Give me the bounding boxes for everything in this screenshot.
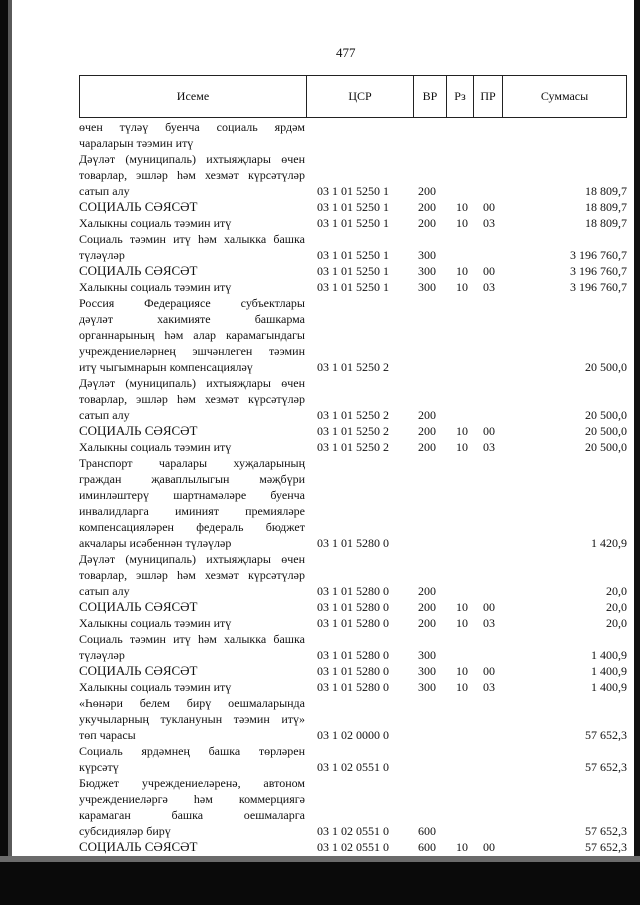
row-name-line: СОЦИАЛЬ СӘЯСӘТ bbox=[79, 423, 198, 438]
header-sum: Суммасы bbox=[502, 76, 626, 117]
row-rz: 10 bbox=[456, 200, 468, 214]
row-name-line: Халыкны социаль тәэмин итү bbox=[79, 216, 232, 230]
row-sum: 1 400,9 bbox=[591, 664, 627, 678]
row-csr: 03 1 01 5280 0 bbox=[317, 600, 389, 614]
row-csr: 03 1 01 5250 2 bbox=[317, 440, 389, 454]
header-rz: Рз bbox=[446, 76, 473, 117]
scan-border-bottom bbox=[0, 862, 640, 905]
row-name-line: СОЦИАЛЬ СӘЯСӘТ bbox=[79, 263, 198, 278]
row-sum: 18 809,7 bbox=[585, 200, 627, 214]
row-vr: 200 bbox=[418, 408, 436, 422]
row-pr: 00 bbox=[483, 264, 495, 278]
row-name-line: Халыкны социаль тәэмин итү bbox=[79, 280, 232, 294]
table-row bbox=[79, 119, 627, 151]
row-pr: 00 bbox=[483, 600, 495, 614]
row-vr: 200 bbox=[418, 584, 436, 598]
table-row bbox=[79, 215, 627, 231]
row-sum: 18 809,7 bbox=[585, 184, 627, 198]
row-name-line: түләүләр bbox=[79, 248, 125, 262]
row-csr: 03 1 02 0000 0 bbox=[317, 728, 389, 742]
row-rz: 10 bbox=[456, 264, 468, 278]
page-number: 477 bbox=[336, 45, 356, 60]
row-pr: 00 bbox=[483, 200, 495, 214]
row-sum: 57 652,3 bbox=[585, 728, 627, 742]
row-name-line: төп чарасы bbox=[79, 728, 136, 742]
row-rz: 10 bbox=[456, 440, 468, 454]
table-row bbox=[79, 439, 627, 455]
row-vr: 300 bbox=[418, 664, 436, 678]
row-csr: 03 1 01 5250 2 bbox=[317, 424, 389, 438]
row-pr: 00 bbox=[483, 424, 495, 438]
row-csr: 03 1 01 5280 0 bbox=[317, 664, 389, 678]
row-rz: 10 bbox=[456, 840, 468, 854]
row-vr: 300 bbox=[418, 648, 436, 662]
row-csr: 03 1 01 5250 1 bbox=[317, 248, 389, 262]
row-rz: 10 bbox=[456, 280, 468, 294]
table-row bbox=[79, 295, 627, 375]
row-name-line: сатып алу bbox=[79, 408, 130, 422]
row-vr: 200 bbox=[418, 216, 436, 230]
row-sum: 1 420,9 bbox=[591, 536, 627, 550]
row-name-line: Халыкны социаль тәэмин итү bbox=[79, 616, 232, 630]
row-name-line: Социаль ярдәмнең башка төрләрен bbox=[79, 744, 305, 758]
row-rz: 10 bbox=[456, 616, 468, 630]
table-row bbox=[79, 839, 627, 855]
row-sum: 18 809,7 bbox=[585, 216, 627, 230]
row-csr: 03 1 01 5250 1 bbox=[317, 280, 389, 294]
row-vr: 200 bbox=[418, 440, 436, 454]
row-pr: 03 bbox=[483, 680, 495, 694]
table-row bbox=[79, 199, 627, 215]
row-csr: 03 1 02 0551 0 bbox=[317, 824, 389, 838]
row-pr: 00 bbox=[483, 664, 495, 678]
row-name-line: Халыкны социаль тәэмин итү bbox=[79, 440, 232, 454]
row-csr: 03 1 01 5250 1 bbox=[317, 264, 389, 278]
table-row bbox=[79, 551, 627, 599]
row-name-line: субсидияләр бирү bbox=[79, 824, 171, 838]
table-row bbox=[79, 455, 627, 551]
row-pr: 00 bbox=[483, 840, 495, 854]
row-csr: 03 1 01 5250 1 bbox=[317, 200, 389, 214]
row-sum: 57 652,3 bbox=[585, 824, 627, 838]
row-csr: 03 1 01 5280 0 bbox=[317, 680, 389, 694]
row-vr: 600 bbox=[418, 840, 436, 854]
header-csr: ЦСР bbox=[306, 76, 413, 117]
row-name-line: граждан җаваплылыгын мәҗбүри bbox=[79, 472, 305, 486]
table-row bbox=[79, 263, 627, 279]
row-name-line: түләүләр bbox=[79, 648, 125, 662]
row-csr: 03 1 01 5250 2 bbox=[317, 360, 389, 374]
row-name-line: Халыкны социаль тәэмин итү bbox=[79, 680, 232, 694]
table-header bbox=[79, 75, 627, 118]
row-name-line: дәүләт хакимияте башкарма bbox=[79, 312, 305, 326]
row-sum: 3 196 760,7 bbox=[570, 248, 627, 262]
header-vr: ВР bbox=[413, 76, 446, 117]
row-name-line: инвалидларга иминият премияләре bbox=[79, 504, 305, 518]
row-vr: 200 bbox=[418, 600, 436, 614]
table-row bbox=[79, 695, 627, 743]
table-row bbox=[79, 679, 627, 695]
row-vr: 300 bbox=[418, 248, 436, 262]
row-csr: 03 1 01 5280 0 bbox=[317, 584, 389, 598]
row-pr: 03 bbox=[483, 216, 495, 230]
row-sum: 20 500,0 bbox=[585, 424, 627, 438]
row-vr: 300 bbox=[418, 680, 436, 694]
scan-border-left-shade bbox=[8, 0, 12, 905]
row-name-line: чараларын тәэмин итү bbox=[79, 136, 194, 150]
row-name-line: СОЦИАЛЬ СӘЯСӘТ bbox=[79, 599, 198, 614]
row-sum: 57 652,3 bbox=[585, 840, 627, 854]
row-name-line: компенсацияләрен федераль бюджет bbox=[79, 520, 305, 534]
row-pr: 03 bbox=[483, 280, 495, 294]
row-vr: 200 bbox=[418, 616, 436, 630]
row-name-line: Дәүләт (муниципаль) ихтыяҗлары өчен bbox=[79, 376, 305, 390]
row-name-line: акчалары исәбеннән түләүләр bbox=[79, 536, 232, 550]
row-name-line: Социаль тәэмин итү һәм халыкка башка bbox=[79, 632, 305, 646]
row-sum: 57 652,3 bbox=[585, 760, 627, 774]
row-vr: 200 bbox=[418, 424, 436, 438]
row-name-line: учреждениеләрнең эшчәнлеген тәэмин bbox=[79, 344, 305, 358]
row-sum: 1 400,9 bbox=[591, 680, 627, 694]
row-pr: 03 bbox=[483, 440, 495, 454]
table-row bbox=[79, 375, 627, 423]
row-name-line: сатып алу bbox=[79, 584, 130, 598]
row-csr: 03 1 01 5250 1 bbox=[317, 216, 389, 230]
row-name-line: «Һөнәри белем бирү оешмаларында bbox=[79, 696, 305, 710]
row-name-line: Дәүләт (муниципаль) ихтыяҗлары өчен bbox=[79, 152, 305, 166]
row-vr: 200 bbox=[418, 200, 436, 214]
row-rz: 10 bbox=[456, 664, 468, 678]
row-name-line: Транспорт чаралары хуҗаларының bbox=[79, 456, 305, 470]
row-csr: 03 1 01 5280 0 bbox=[317, 648, 389, 662]
row-name-line: товарлар, эшләр һәм хезмәт күрсәтүләр bbox=[79, 392, 305, 406]
row-sum: 20,0 bbox=[606, 584, 627, 598]
row-name-line: күрсәтү bbox=[79, 760, 119, 774]
header-pr: ПР bbox=[473, 76, 502, 117]
row-name-line: укучыларның тукланунын тәэмин итү» bbox=[79, 712, 305, 726]
table-row bbox=[79, 151, 627, 199]
row-name-line: учреждениеләргә һәм коммерциягә bbox=[79, 792, 305, 806]
row-name-line: СОЦИАЛЬ СӘЯСӘТ bbox=[79, 663, 198, 678]
row-name-line: органнарының һәм алар карамагындагы bbox=[79, 328, 305, 342]
row-sum: 20 500,0 bbox=[585, 440, 627, 454]
row-csr: 03 1 01 5280 0 bbox=[317, 536, 389, 550]
row-csr: 03 1 01 5250 1 bbox=[317, 184, 389, 198]
row-sum: 20,0 bbox=[606, 616, 627, 630]
row-name-line: карамаган башка оешмаларга bbox=[79, 808, 305, 822]
scan-border-right bbox=[634, 0, 640, 905]
row-sum: 1 400,9 bbox=[591, 648, 627, 662]
row-pr: 03 bbox=[483, 616, 495, 630]
row-rz: 10 bbox=[456, 424, 468, 438]
row-csr: 03 1 02 0551 0 bbox=[317, 760, 389, 774]
scan-border-left bbox=[0, 0, 8, 905]
row-name-line: товарлар, эшләр һәм хезмәт күрсәтүләр bbox=[79, 568, 305, 582]
row-vr: 200 bbox=[418, 184, 436, 198]
row-sum: 3 196 760,7 bbox=[570, 264, 627, 278]
row-name-line: иминләштерү шартнамәләре буенча bbox=[79, 488, 305, 502]
row-sum: 20,0 bbox=[606, 600, 627, 614]
table-body bbox=[79, 119, 627, 855]
row-name-line: СОЦИАЛЬ СӘЯСӘТ bbox=[79, 199, 198, 214]
row-sum: 20 500,0 bbox=[585, 360, 627, 374]
table-row bbox=[79, 743, 627, 775]
row-name-line: Социаль тәэмин итү һәм халыкка башка bbox=[79, 232, 305, 246]
table-row bbox=[79, 631, 627, 663]
row-name-line: итү чыгымнарын компенсацияләү bbox=[79, 360, 253, 374]
row-name-line: СОЦИАЛЬ СӘЯСӘТ bbox=[79, 839, 198, 854]
table-row bbox=[79, 423, 627, 439]
row-rz: 10 bbox=[456, 680, 468, 694]
row-name-line: Россия Федерациясе субъектлары bbox=[79, 296, 305, 310]
row-csr: 03 1 01 5250 2 bbox=[317, 408, 389, 422]
table-row bbox=[79, 599, 627, 615]
row-rz: 10 bbox=[456, 600, 468, 614]
table-row bbox=[79, 775, 627, 839]
row-rz: 10 bbox=[456, 216, 468, 230]
row-sum: 3 196 760,7 bbox=[570, 280, 627, 294]
row-csr: 03 1 01 5280 0 bbox=[317, 616, 389, 630]
row-name-line: товарлар, эшләр һәм хезмәт күрсәтүләр bbox=[79, 168, 305, 182]
row-vr: 300 bbox=[418, 264, 436, 278]
row-name-line: Дәүләт (муниципаль) ихтыяҗлары өчен bbox=[79, 552, 305, 566]
row-sum: 20 500,0 bbox=[585, 408, 627, 422]
table-row bbox=[79, 663, 627, 679]
table-row bbox=[79, 231, 627, 263]
table-row bbox=[79, 615, 627, 631]
row-name-line: өчен түләү буенча социаль ярдәм bbox=[79, 120, 305, 134]
row-csr: 03 1 02 0551 0 bbox=[317, 840, 389, 854]
row-vr: 600 bbox=[418, 824, 436, 838]
table-row bbox=[79, 279, 627, 295]
header-name: Исеме bbox=[176, 89, 210, 103]
row-name-line: Бюджет учреждениеләренә, автоном bbox=[79, 776, 305, 790]
row-name-line: сатып алу bbox=[79, 184, 130, 198]
row-vr: 300 bbox=[418, 280, 436, 294]
